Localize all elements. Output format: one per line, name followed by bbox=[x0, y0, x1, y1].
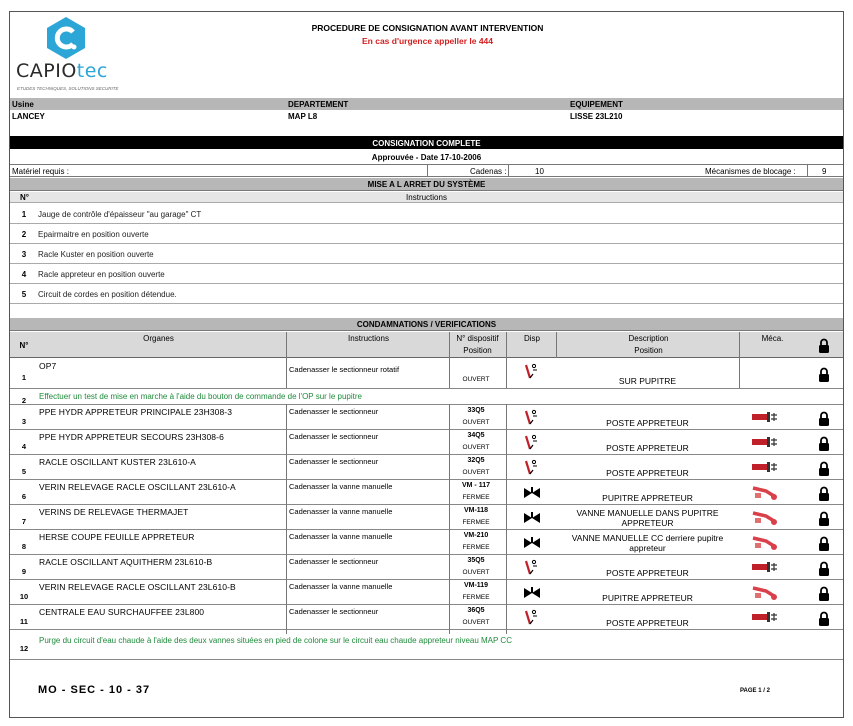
breaker-lockout-icon bbox=[752, 461, 778, 475]
valve-icon bbox=[524, 537, 540, 551]
condamnation-row bbox=[10, 530, 843, 555]
description-position: VANNE MANUELLE CC derriere pupitre appreteur bbox=[571, 533, 724, 553]
condamnations-title: CONDAMNATIONS / VERIFICATIONS bbox=[10, 318, 843, 331]
capiotec-logo bbox=[14, 16, 124, 94]
row-number: 3 bbox=[21, 416, 27, 426]
usine-label: Usine bbox=[12, 100, 34, 109]
instruction-row bbox=[10, 204, 843, 224]
row-number: 8 bbox=[21, 541, 27, 551]
rotary-switch-icon bbox=[524, 608, 540, 630]
rotary-switch-icon bbox=[524, 458, 540, 480]
row-number: 6 bbox=[21, 491, 27, 501]
info-value-row bbox=[10, 110, 843, 124]
instruction-row bbox=[10, 284, 843, 304]
rotary-switch-icon bbox=[524, 362, 540, 384]
device-number: VM - 117 bbox=[461, 482, 490, 489]
condamnation-row bbox=[10, 505, 843, 530]
description-position: POSTE APPRETEUR bbox=[606, 468, 689, 478]
info-header-row bbox=[10, 98, 843, 110]
padlock-icon bbox=[818, 611, 830, 628]
padlock-icon bbox=[818, 461, 830, 478]
rotary-switch-icon bbox=[524, 433, 540, 455]
organe-instruction: Cadenasser la vanne manuelle bbox=[289, 532, 393, 541]
consignation-title: CONSIGNATION COMPLETE bbox=[372, 139, 481, 148]
device-position: OUVERT bbox=[462, 469, 490, 476]
condamnation-row bbox=[10, 389, 843, 405]
device-number: VM-118 bbox=[463, 507, 489, 514]
organe-instruction: Cadenasser le sectionneur bbox=[289, 457, 379, 466]
organe-name: PPE HYDR APPRETEUR PRINCIPALE 23H308-3 bbox=[39, 407, 233, 417]
padlock-icon bbox=[818, 411, 830, 428]
col-sep bbox=[556, 332, 557, 358]
instruction-number: 1 bbox=[21, 210, 27, 219]
instruction-number: 4 bbox=[21, 270, 27, 279]
page-number: PAGE 1 / 2 bbox=[740, 688, 770, 694]
instruction-text: Circuit de cordes en position détendue. bbox=[38, 290, 177, 299]
equipement-label: EQUIPEMENT bbox=[570, 100, 623, 109]
condamnation-row bbox=[10, 359, 843, 389]
materiel-row bbox=[10, 164, 843, 177]
device-position: FERMEE bbox=[462, 594, 490, 601]
mecanismes-label: Mécanismes de blocage : bbox=[705, 167, 796, 176]
padlock-icon bbox=[818, 338, 830, 353]
col-sep bbox=[286, 404, 287, 634]
padlock-icon bbox=[818, 436, 830, 453]
instruction-row bbox=[10, 224, 843, 244]
device-position: OUVERT bbox=[462, 619, 490, 626]
mise-arret-title: MISE A L ARRET DU SYSTÈME bbox=[10, 178, 843, 191]
device-number: 33Q5 bbox=[467, 407, 485, 414]
row-number: 4 bbox=[21, 441, 27, 451]
emergency-notice: En cas d'urgence appeller le 444 bbox=[362, 36, 493, 46]
col-sep bbox=[506, 404, 507, 634]
condamnation-row bbox=[10, 630, 843, 660]
rotary-switch-icon bbox=[524, 558, 540, 580]
instruction-text: Jauge de contrôle d'épaisseur "au garage" CT bbox=[38, 210, 202, 219]
approval-date: Approuvée - Date 17-10-2006 bbox=[371, 153, 482, 162]
device-number: 34Q5 bbox=[467, 432, 485, 439]
description-position: POSTE APPRETEUR bbox=[606, 443, 689, 453]
procedure-sheet bbox=[9, 11, 844, 718]
device-number: 32Q5 bbox=[467, 457, 485, 464]
organe-name: HERSE COUPE FEUILLE APPRETEUR bbox=[39, 532, 195, 542]
row-number: 5 bbox=[21, 466, 27, 476]
device-number: VM-210 bbox=[463, 532, 489, 539]
valve-lockout-icon bbox=[752, 585, 778, 603]
device-position: FERMEE bbox=[462, 544, 490, 551]
organe-name: OP7 bbox=[39, 361, 57, 371]
condamnation-row bbox=[10, 555, 843, 580]
device-position: OUVERT bbox=[462, 419, 490, 426]
organe-name: VERIN RELEVAGE RACLE OSCILLANT 23L610-A bbox=[39, 482, 236, 492]
condamnation-row bbox=[10, 455, 843, 480]
condamnation-row bbox=[10, 430, 843, 455]
organe-instruction: Cadenasser le sectionneur bbox=[289, 557, 379, 566]
organe-instruction: Cadenasser le sectionneur bbox=[289, 432, 379, 441]
row-number: 9 bbox=[21, 566, 27, 576]
valve-icon bbox=[524, 487, 540, 501]
condamnation-row bbox=[10, 480, 843, 505]
organe-instruction: Cadenasser le sectionneur rotatif bbox=[289, 365, 400, 374]
organe-name: RACLE OSCILLANT KUSTER 23L610-A bbox=[39, 457, 196, 467]
valve-lockout-icon bbox=[752, 510, 778, 528]
mecanismes-count: 9 bbox=[822, 167, 827, 176]
organe-instruction: Cadenasser le sectionneur bbox=[289, 607, 379, 616]
usine-value: LANCEY bbox=[12, 112, 45, 121]
device-position: OUVERT bbox=[462, 569, 490, 576]
instruction-row bbox=[10, 264, 843, 284]
breaker-lockout-icon bbox=[752, 436, 778, 450]
logo-c-icon bbox=[44, 16, 88, 60]
departement-label: DEPARTEMENT bbox=[288, 100, 349, 109]
breaker-lockout-icon bbox=[752, 561, 778, 575]
breaker-lockout-icon bbox=[752, 611, 778, 625]
organe-name: RACLE OSCILLANT AQUITHERM 23L610-B bbox=[39, 557, 213, 567]
organe-instruction: Cadenasser la vanne manuelle bbox=[289, 507, 393, 516]
organe-name: PPE HYDR APPRETEUR SECOURS 23H308-6 bbox=[39, 432, 224, 442]
valve-lockout-icon bbox=[752, 485, 778, 503]
device-position: FERMEE bbox=[462, 494, 490, 501]
condamnation-row bbox=[10, 605, 843, 630]
padlock-icon bbox=[818, 586, 830, 603]
description-position: PUPITRE APPRETEUR bbox=[602, 593, 693, 603]
condamnation-row bbox=[10, 405, 843, 430]
organe-name: VERIN RELEVAGE RACLE OSCILLANT 23L610-B bbox=[39, 582, 236, 592]
valve-lockout-icon bbox=[752, 535, 778, 553]
equipement-value: LISSE 23L210 bbox=[570, 112, 623, 121]
row-number: 10 bbox=[19, 591, 29, 601]
instruction-row bbox=[10, 244, 843, 264]
mise-arret-subheader: N° Instructions bbox=[10, 192, 843, 203]
organe-instruction: Cadenasser la vanne manuelle bbox=[289, 482, 393, 491]
padlock-icon bbox=[818, 561, 830, 578]
device-position: FERMEE bbox=[462, 519, 490, 526]
instruction-text: Racle appreteur en position ouverte bbox=[38, 270, 165, 279]
description-position: VANNE MANUELLE DANS PUPITRE APPRETEUR bbox=[576, 508, 719, 528]
row-number: 2 bbox=[21, 396, 27, 405]
padlock-icon bbox=[818, 486, 830, 503]
logo-tagline: ETUDES TECHNIQUES, SOLUTIONS SECURITE bbox=[17, 86, 119, 91]
device-position: OUVERT bbox=[462, 376, 490, 383]
col-sep bbox=[449, 332, 450, 388]
padlock-icon bbox=[818, 536, 830, 553]
description-position: POSTE APPRETEUR bbox=[606, 568, 689, 578]
device-number: 36Q5 bbox=[467, 607, 485, 614]
description-position: POSTE APPRETEUR bbox=[606, 418, 689, 428]
document-title: PROCEDURE DE CONSIGNATION AVANT INTERVENTION bbox=[311, 23, 544, 33]
condamnations-header: N° Organes Instructions N° dispositif Position Disp Description Position Méca. bbox=[10, 332, 843, 358]
instruction-number: 2 bbox=[21, 230, 27, 239]
col-sep bbox=[739, 332, 740, 388]
description-position: POSTE APPRETEUR bbox=[606, 618, 689, 628]
condamnation-row bbox=[10, 580, 843, 605]
col-sep bbox=[449, 404, 450, 634]
organe-instruction: Cadenasser le sectionneur bbox=[289, 407, 379, 416]
col-sep bbox=[506, 332, 507, 388]
organe-name: CENTRALE EAU SURCHAUFFEE 23L800 bbox=[39, 607, 205, 617]
cadenas-label: Cadenas : bbox=[470, 167, 507, 176]
row-number: 11 bbox=[20, 616, 28, 626]
instruction-number: 5 bbox=[21, 290, 27, 299]
col-sep bbox=[286, 332, 287, 388]
instruction-text: Racle Kuster en position ouverte bbox=[38, 250, 154, 259]
row-instruction-text: Effectuer un test de mise en marche à l'aide du bouton de commande de l'OP sur le pupitre bbox=[39, 392, 362, 401]
valve-icon bbox=[524, 512, 540, 526]
row-number: 1 bbox=[21, 373, 27, 382]
device-position: OUVERT bbox=[462, 444, 490, 451]
device-number: VM-119 bbox=[463, 582, 489, 589]
departement-value: MAP L8 bbox=[288, 112, 318, 121]
row-instruction-text: Purge du circuit d'eau chaude à l'aide des deux vannes situées en pied de colone sur le circuit eau chaude appreteur niveau MAP CC bbox=[39, 636, 512, 645]
row-number: 12 bbox=[19, 644, 29, 653]
device-number: 35Q5 bbox=[467, 557, 485, 564]
description-position: PUPITRE APPRETEUR bbox=[602, 493, 693, 503]
logo-wordmark: CAPIOtec bbox=[16, 60, 108, 82]
materiel-label: Matériel requis : bbox=[12, 167, 69, 176]
document-code: MO - SEC - 10 - 37 bbox=[38, 684, 151, 696]
cadenas-count: 10 bbox=[535, 167, 544, 176]
padlock-icon bbox=[818, 367, 830, 384]
organe-instruction: Cadenasser la vanne manuelle bbox=[289, 582, 393, 591]
organe-name: VERINS DE RELEVAGE THERMAJET bbox=[39, 507, 189, 517]
row-number: 7 bbox=[21, 516, 27, 526]
instruction-text: Epairmaitre en position ouverte bbox=[38, 230, 149, 239]
breaker-lockout-icon bbox=[752, 411, 778, 425]
description-position: SUR PUPITRE bbox=[618, 376, 677, 386]
valve-icon bbox=[524, 587, 540, 601]
padlock-icon bbox=[818, 511, 830, 528]
instruction-number: 3 bbox=[21, 250, 27, 259]
rotary-switch-icon bbox=[524, 408, 540, 430]
